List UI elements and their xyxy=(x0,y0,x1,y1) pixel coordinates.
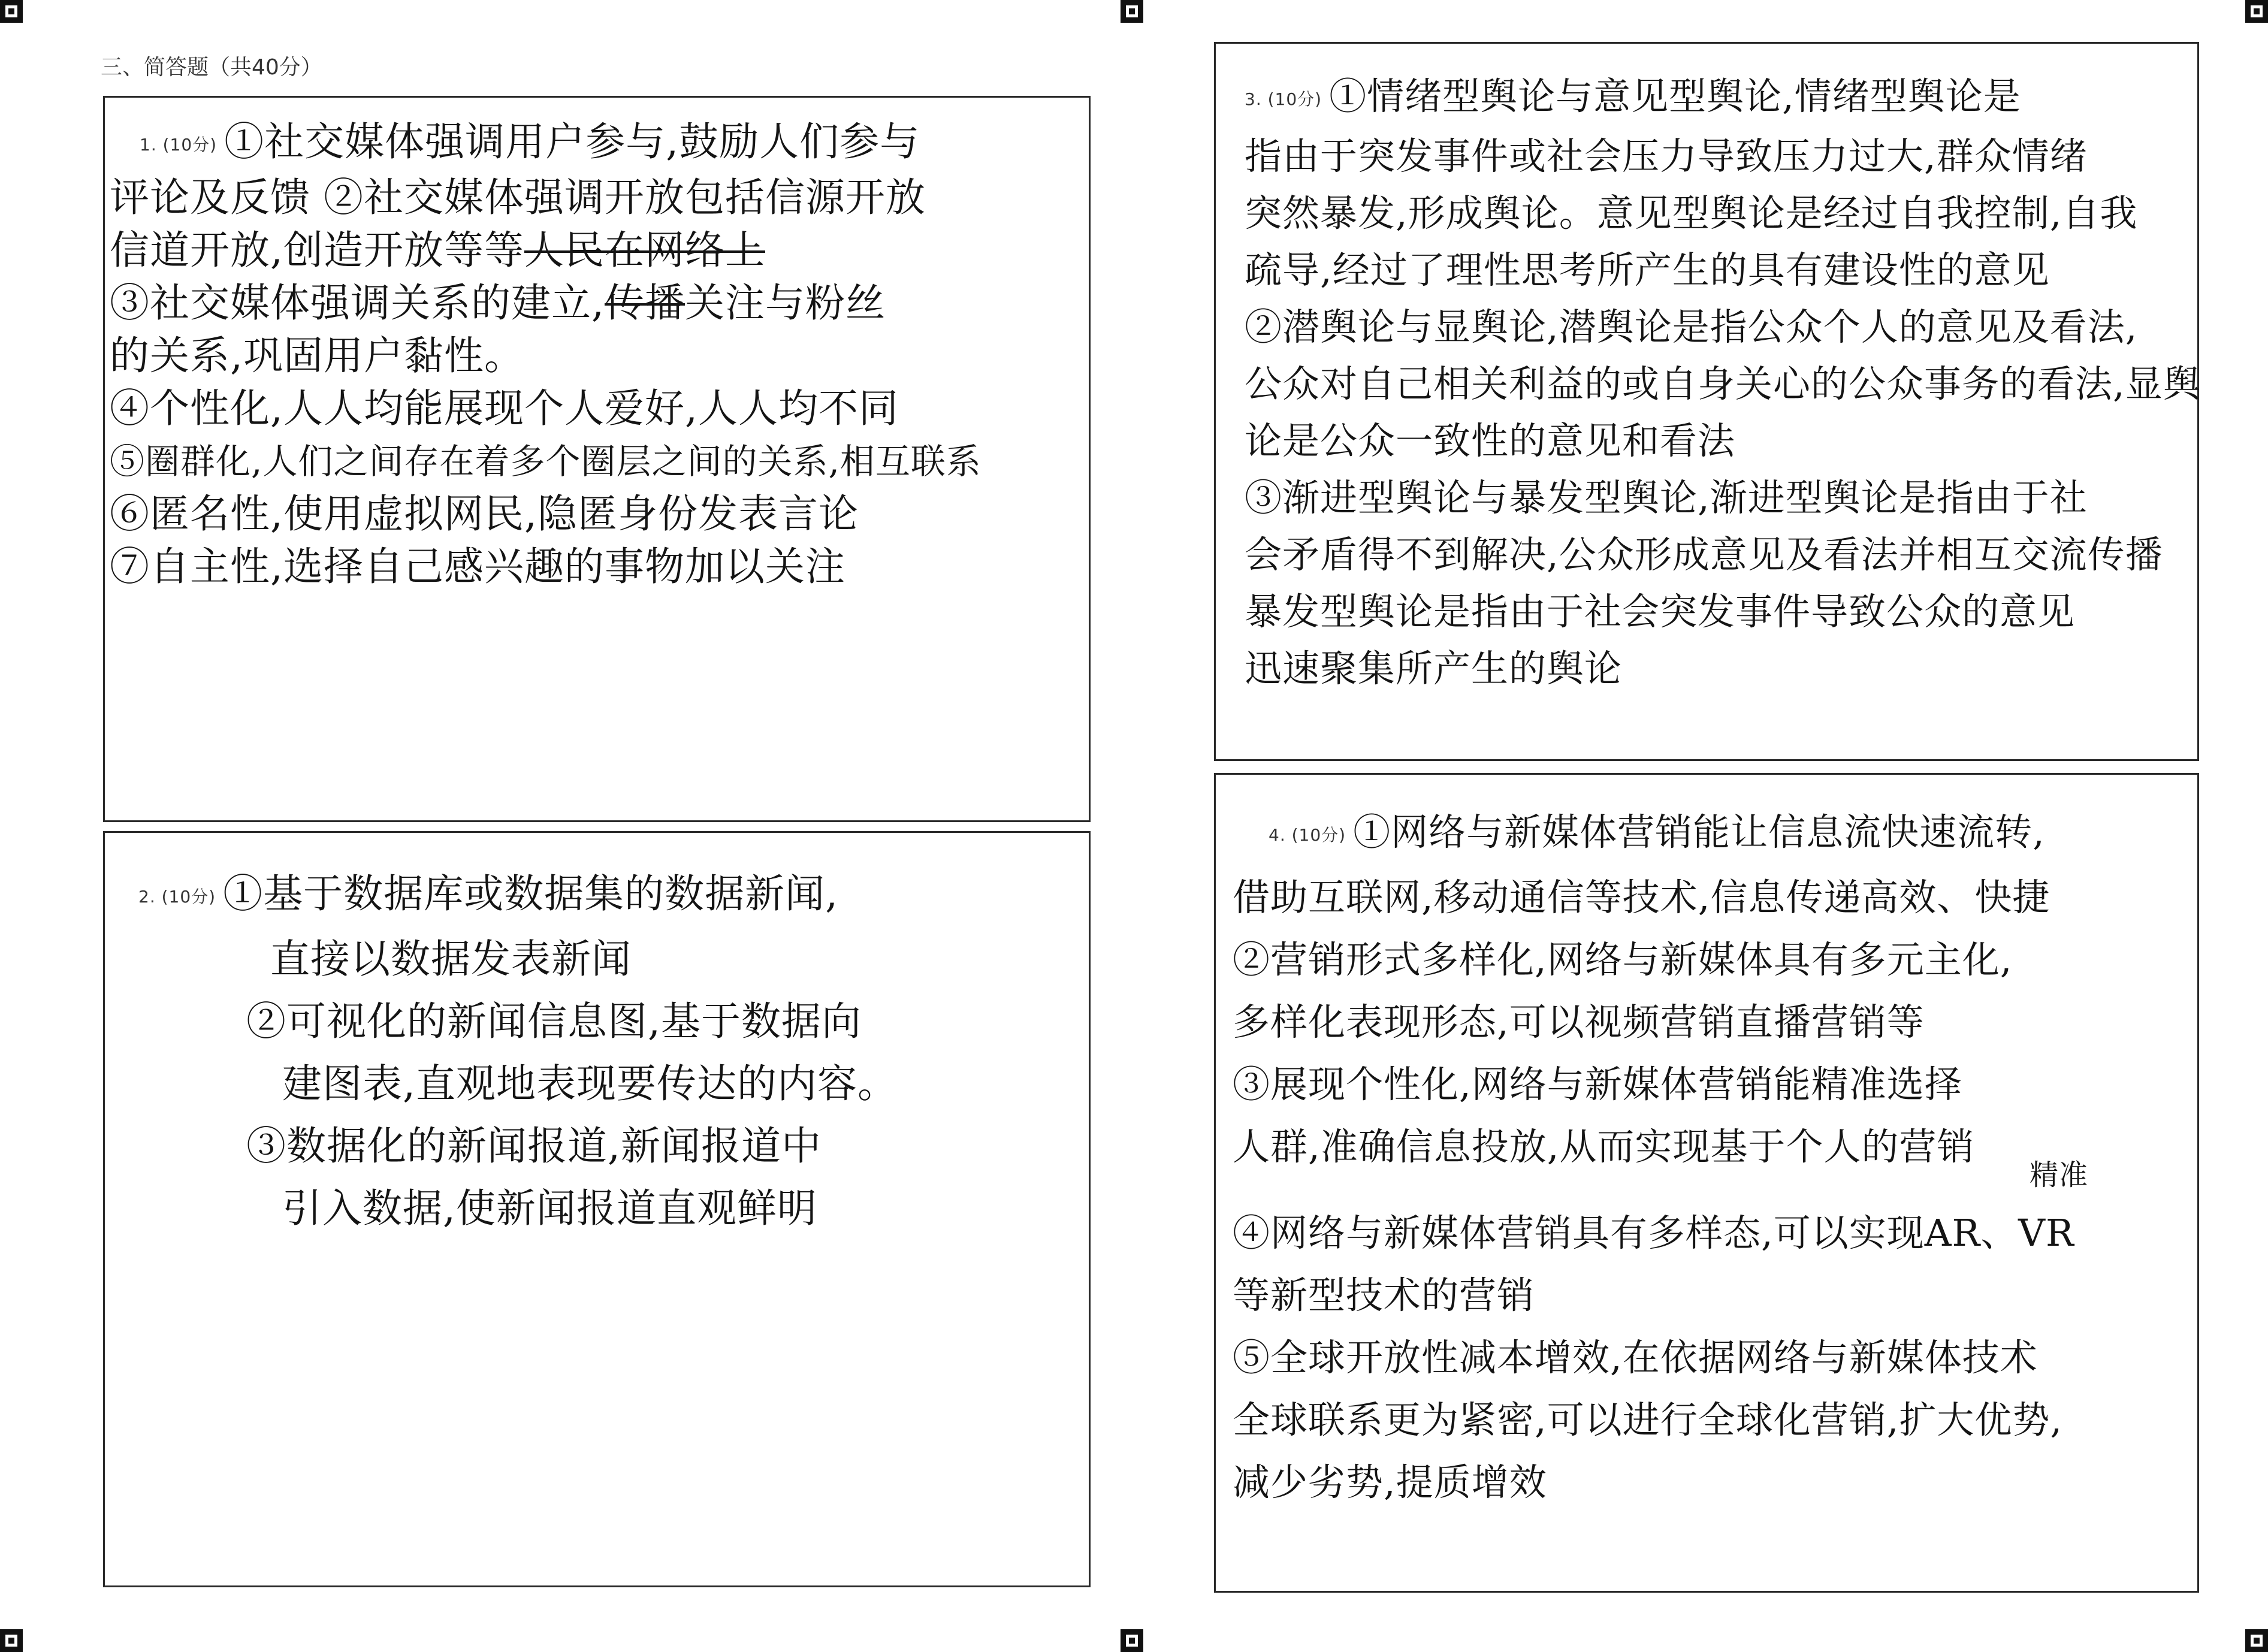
answer-line: 评论及反馈 ②社交媒体强调开放包括信源开放 xyxy=(110,174,926,221)
answer-line: 直接以数据发表新闻 xyxy=(270,936,632,982)
answer-line: ③社交媒体强调关系的建立, xyxy=(110,280,605,326)
answer-line: 多样化表现形态,可以视频营销直播营销等 xyxy=(1233,999,1925,1044)
answer-line: ⑥匿名性,使用虚拟网民,隐匿身份发表言论 xyxy=(110,491,859,537)
answer-line: 全球联系更为紧密,可以进行全球化营销,扩大优势, xyxy=(1233,1397,2063,1442)
inserted-annotation: 精准 xyxy=(2030,1158,2089,1192)
answer-line: 建图表,直观地表现要传达的内容。 xyxy=(282,1061,898,1107)
answer-line: 会矛盾得不到解决,公众形成意见及看法并相互交流传播 xyxy=(1245,533,2163,577)
strikethrough-text: 传播 xyxy=(604,280,685,326)
registration-marker-top-left xyxy=(0,0,23,23)
answer-line: 迅速聚集所产生的舆论 xyxy=(1245,647,1623,691)
strikethrough-text: 人民在网络上 xyxy=(524,227,765,273)
answer-line: 引入数据,使新闻报道直观鲜明 xyxy=(282,1185,817,1231)
registration-marker-bottom-center xyxy=(1121,1629,1143,1652)
registration-marker-top-center xyxy=(1121,0,1143,23)
answer-line: 指由于突发事件或社会压力导致压力过大,群众情绪 xyxy=(1245,134,2088,179)
answer-line: ③数据化的新闻报道,新闻报道中 xyxy=(246,1123,822,1169)
answer-line: ②潜舆论与显舆论,潜舆论是指公众个人的意见及看法, xyxy=(1245,305,2138,349)
answer-line: ⑤全球开放性减本增效,在依据网络与新媒体技术 xyxy=(1233,1335,2038,1379)
answer-line: ⑤圈群化,人们之间存在着多个圈层之间的关系,相互联系 xyxy=(110,441,982,482)
registration-marker-bottom-left xyxy=(0,1629,23,1652)
answer-line: 减少劣势,提质增效 xyxy=(1233,1460,1547,1504)
answer-line: 信道开放,创造开放等等 xyxy=(110,227,524,273)
answer-line: ①基于数据库或数据集的数据新闻, xyxy=(223,871,839,917)
answer-line: ①社交媒体强调用户参与,鼓励人们参与 xyxy=(224,119,920,165)
answer-box-q3 xyxy=(1214,42,2199,761)
answer-line: 等新型技术的营销 xyxy=(1233,1273,1535,1317)
answer-line: 关注与粉丝 xyxy=(684,280,886,326)
answer-box-q2 xyxy=(103,831,1091,1587)
answer-line: ③展现个性化,网络与新媒体营销能精准选择 xyxy=(1233,1062,1962,1106)
answer-line: ②可视化的新闻信息图,基于数据向 xyxy=(246,998,862,1044)
answer-box-q4 xyxy=(1214,773,2199,1593)
answer-line: 的关系,巩固用户黏性。 xyxy=(110,333,524,379)
question-number-q1: 1. (10分) xyxy=(140,135,218,155)
registration-marker-top-right xyxy=(2245,0,2268,23)
question-number-q3: 3. (10分) xyxy=(1245,89,1322,110)
answer-line: 人群,准确信息投放,从而实现基于个人的营销 xyxy=(1233,1124,1975,1168)
section-title: 三、简答题（共40分） xyxy=(101,55,322,80)
answer-line: ③渐进型舆论与暴发型舆论,渐进型舆论是指由于社 xyxy=(1245,476,2088,520)
answer-line: 论是公众一致性的意见和看法 xyxy=(1245,419,1736,463)
answer-text-q3 xyxy=(1245,68,2201,697)
answer-box-q1 xyxy=(103,96,1091,822)
answer-line: 借助互联网,移动通信等技术,信息传递高效、快捷 xyxy=(1233,875,2050,919)
answer-line: 公众对自己相关利益的或自身关心的公众事务的看法,显舆 xyxy=(1245,362,2201,406)
answer-text-q4 xyxy=(1233,801,2089,1514)
answer-line: ④网络与新媒体营销具有多样态,可以实现AR、VR xyxy=(1233,1210,2074,1255)
question-number-q4: 4. (10分) xyxy=(1269,825,1346,845)
answer-line: ①网络与新媒体营销能让信息流快速流转, xyxy=(1353,810,2045,854)
answer-line: 暴发型舆论是指由于社会突发事件导致公众的意见 xyxy=(1245,590,2076,634)
answer-line: ⑦自主性,选择自己感兴趣的事物加以关注 xyxy=(110,543,845,590)
answer-line: ②营销形式多样化,网络与新媒体具有多元主化, xyxy=(1233,937,2013,981)
answer-line: 疏导,经过了理性思考所产生的具有建设性的意见 xyxy=(1245,248,2050,292)
answer-text-q2 xyxy=(138,863,898,1240)
answer-line: ④个性化,人人均能展现个人爱好,人人均不同 xyxy=(110,385,899,431)
answer-line: 突然暴发,形成舆论。意见型舆论是经过自我控制,自我 xyxy=(1245,191,2138,235)
answer-line: ①情绪型舆论与意见型舆论,情绪型舆论是 xyxy=(1329,74,2021,118)
answer-text-q1 xyxy=(110,116,982,593)
question-number-q2: 2. (10分) xyxy=(138,887,216,907)
registration-marker-bottom-right xyxy=(2245,1629,2268,1652)
